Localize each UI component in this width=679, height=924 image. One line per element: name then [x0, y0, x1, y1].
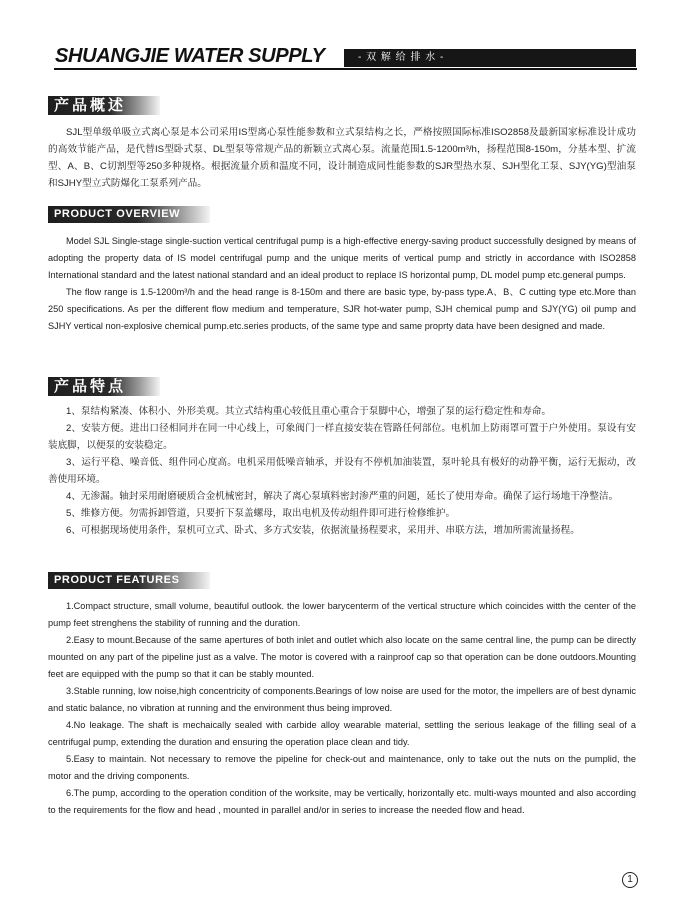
features-en-item: 3.Stable running, low noise,high concentricity of components.Bearings of low noise are used for the motor, the impellers are of best dynamic and static balance, no vibration at running and the environment thus being improved. — [48, 686, 636, 713]
brand-title: SHUANGJIE WATER SUPPLY — [55, 44, 325, 67]
overview-en-paragraph: The flow range is 1.5-1200m³/h and the head range is 8-150m and there are basic type, by-pass type.A、B、C cutting type etc.More than 250 specifications. As per the different flow medium and temperature, SJR hot-water pump, SJH chemical pump and SJY(YG) oil pump and SJHY vertical non-explosive chemical pump.etc.series products, of the same type and same proprty data have been designed and made. — [48, 287, 636, 331]
features-en-item: 4.No leakage. The shaft is mechaically sealed with carbide alloy wearable material, settling the serious leakage of the filling seal of a centrifugal pump, extending the duration and ensuring the operation place clean and tidy. — [48, 720, 636, 747]
features-cn-item: 4、无渗漏。轴封采用耐磨硬质合金机械密封，解决了离心泵填料密封渗严重的问题，延长了使用寿命。确保了运行场地干净整洁。 — [66, 491, 619, 502]
features-cn-item: 5、维修方便。勿需拆卸管道，只要折下泵盖螺母，取出电机及传动组件即可进行检修维护。 — [66, 508, 456, 519]
features-en-text — [48, 598, 636, 819]
section-title-overview-cn: 产品概述 — [48, 96, 160, 115]
features-cn-item: 2、安装方便。进出口径相同并在同一中心线上，可象阀门一样直接安装在管路任何部位。电机加上防雨罩可置于户外使用。泵设有安装底脚，以便泵的安装稳定。 — [48, 423, 636, 451]
features-en-item: 6.The pump, according to the operation condition of the worksite, may be vertically, horizontally etc. multi-ways mounted and also according to the requirements for the flow and head , mounted in parallel and/or in series to increase the needed flow and head. — [48, 788, 636, 815]
features-cn-item: 3、运行平稳、噪音低、组件同心度高。电机采用低噪音轴承，并设有不停机加油装置，泵叶轮具有极好的动静平衡，运行无振动，改善使用环境。 — [48, 457, 636, 485]
features-cn-text — [48, 403, 636, 539]
features-en-item: 5.Easy to maintain. Not necessary to remove the pipeline for check-out and maintenance, only to take out the nuts on the pumplid, the motor and the driving components. — [48, 754, 636, 781]
overview-en-text — [48, 233, 636, 335]
features-en-item: 1.Compact structure, small volume, beautiful outlook. the lower barycenterm of the vertical structure which coincides witth the center of the pump feet strenghens the stability of running and the duration. — [48, 601, 636, 628]
section-title-features-cn: 产品特点 — [48, 377, 160, 396]
page-number: 1 — [622, 872, 638, 888]
features-cn-item: 6、可根据现场使用条件，泵机可立式、卧式、多方式安装，依据流量扬程要求，采用并、串联方法，增加所需流量扬程。 — [66, 525, 580, 536]
section-title-features-en: PRODUCT FEATURES — [48, 572, 210, 589]
header-rule — [54, 68, 637, 70]
overview-en-paragraph: Model SJL Single-stage single-suction vertical centrifugal pump is a high-effective energy-saving product successfully designed by means of adopting the property data of IS model centrifugal pump and the unique merits of vertical pump and strictly in accordance with ISO2858 International standard and the latest national standard and an ideal product to replace IS horizontal pump, DL model pump etc.general pumps. — [48, 236, 636, 280]
overview-cn-text — [48, 124, 636, 192]
overview-cn-paragraph: SJL型单级单吸立式离心泵是本公司采用IS型离心泵性能参数和立式泵结构之长，严格按照国际标准ISO2858及最新国家标准设计成功的高效节能产品，是代替IS型卧式泵、DL型泵等常规产品的新颖立式离心泵。流量范围1.5-1200m³/h，扬程范围8-150m，分基本型、扩流型、A、B、C切割型等250多种规格。根据流量介质和温度不同，设计制造成同性能参数的SJR型热水泵、SJH型化工泵、SJY(YG)型油泵和SJHY型立式防爆化工泵系列产品。 — [48, 127, 636, 189]
features-en-item: 2.Easy to mount.Because of the same apertures of both inlet and outlet which also locate on the same central line, the pump can be directly mounted on any part of the pipeline just as a valve. The motor is covered with a rainproof cap so that operation can be done outdoors.Mounting feet are equipped with the pump so that it can be stably mounted. — [48, 635, 636, 679]
features-cn-item: 1、泵结构紧凑、体积小、外形美观。其立式结构重心较低且重心重合于泵脚中心，增强了泵的运行稳定性和寿命。 — [66, 406, 552, 417]
section-title-overview-en: PRODUCT OVERVIEW — [48, 206, 210, 223]
brand-tagline: - 双 解 给 排 水 - — [344, 49, 636, 67]
